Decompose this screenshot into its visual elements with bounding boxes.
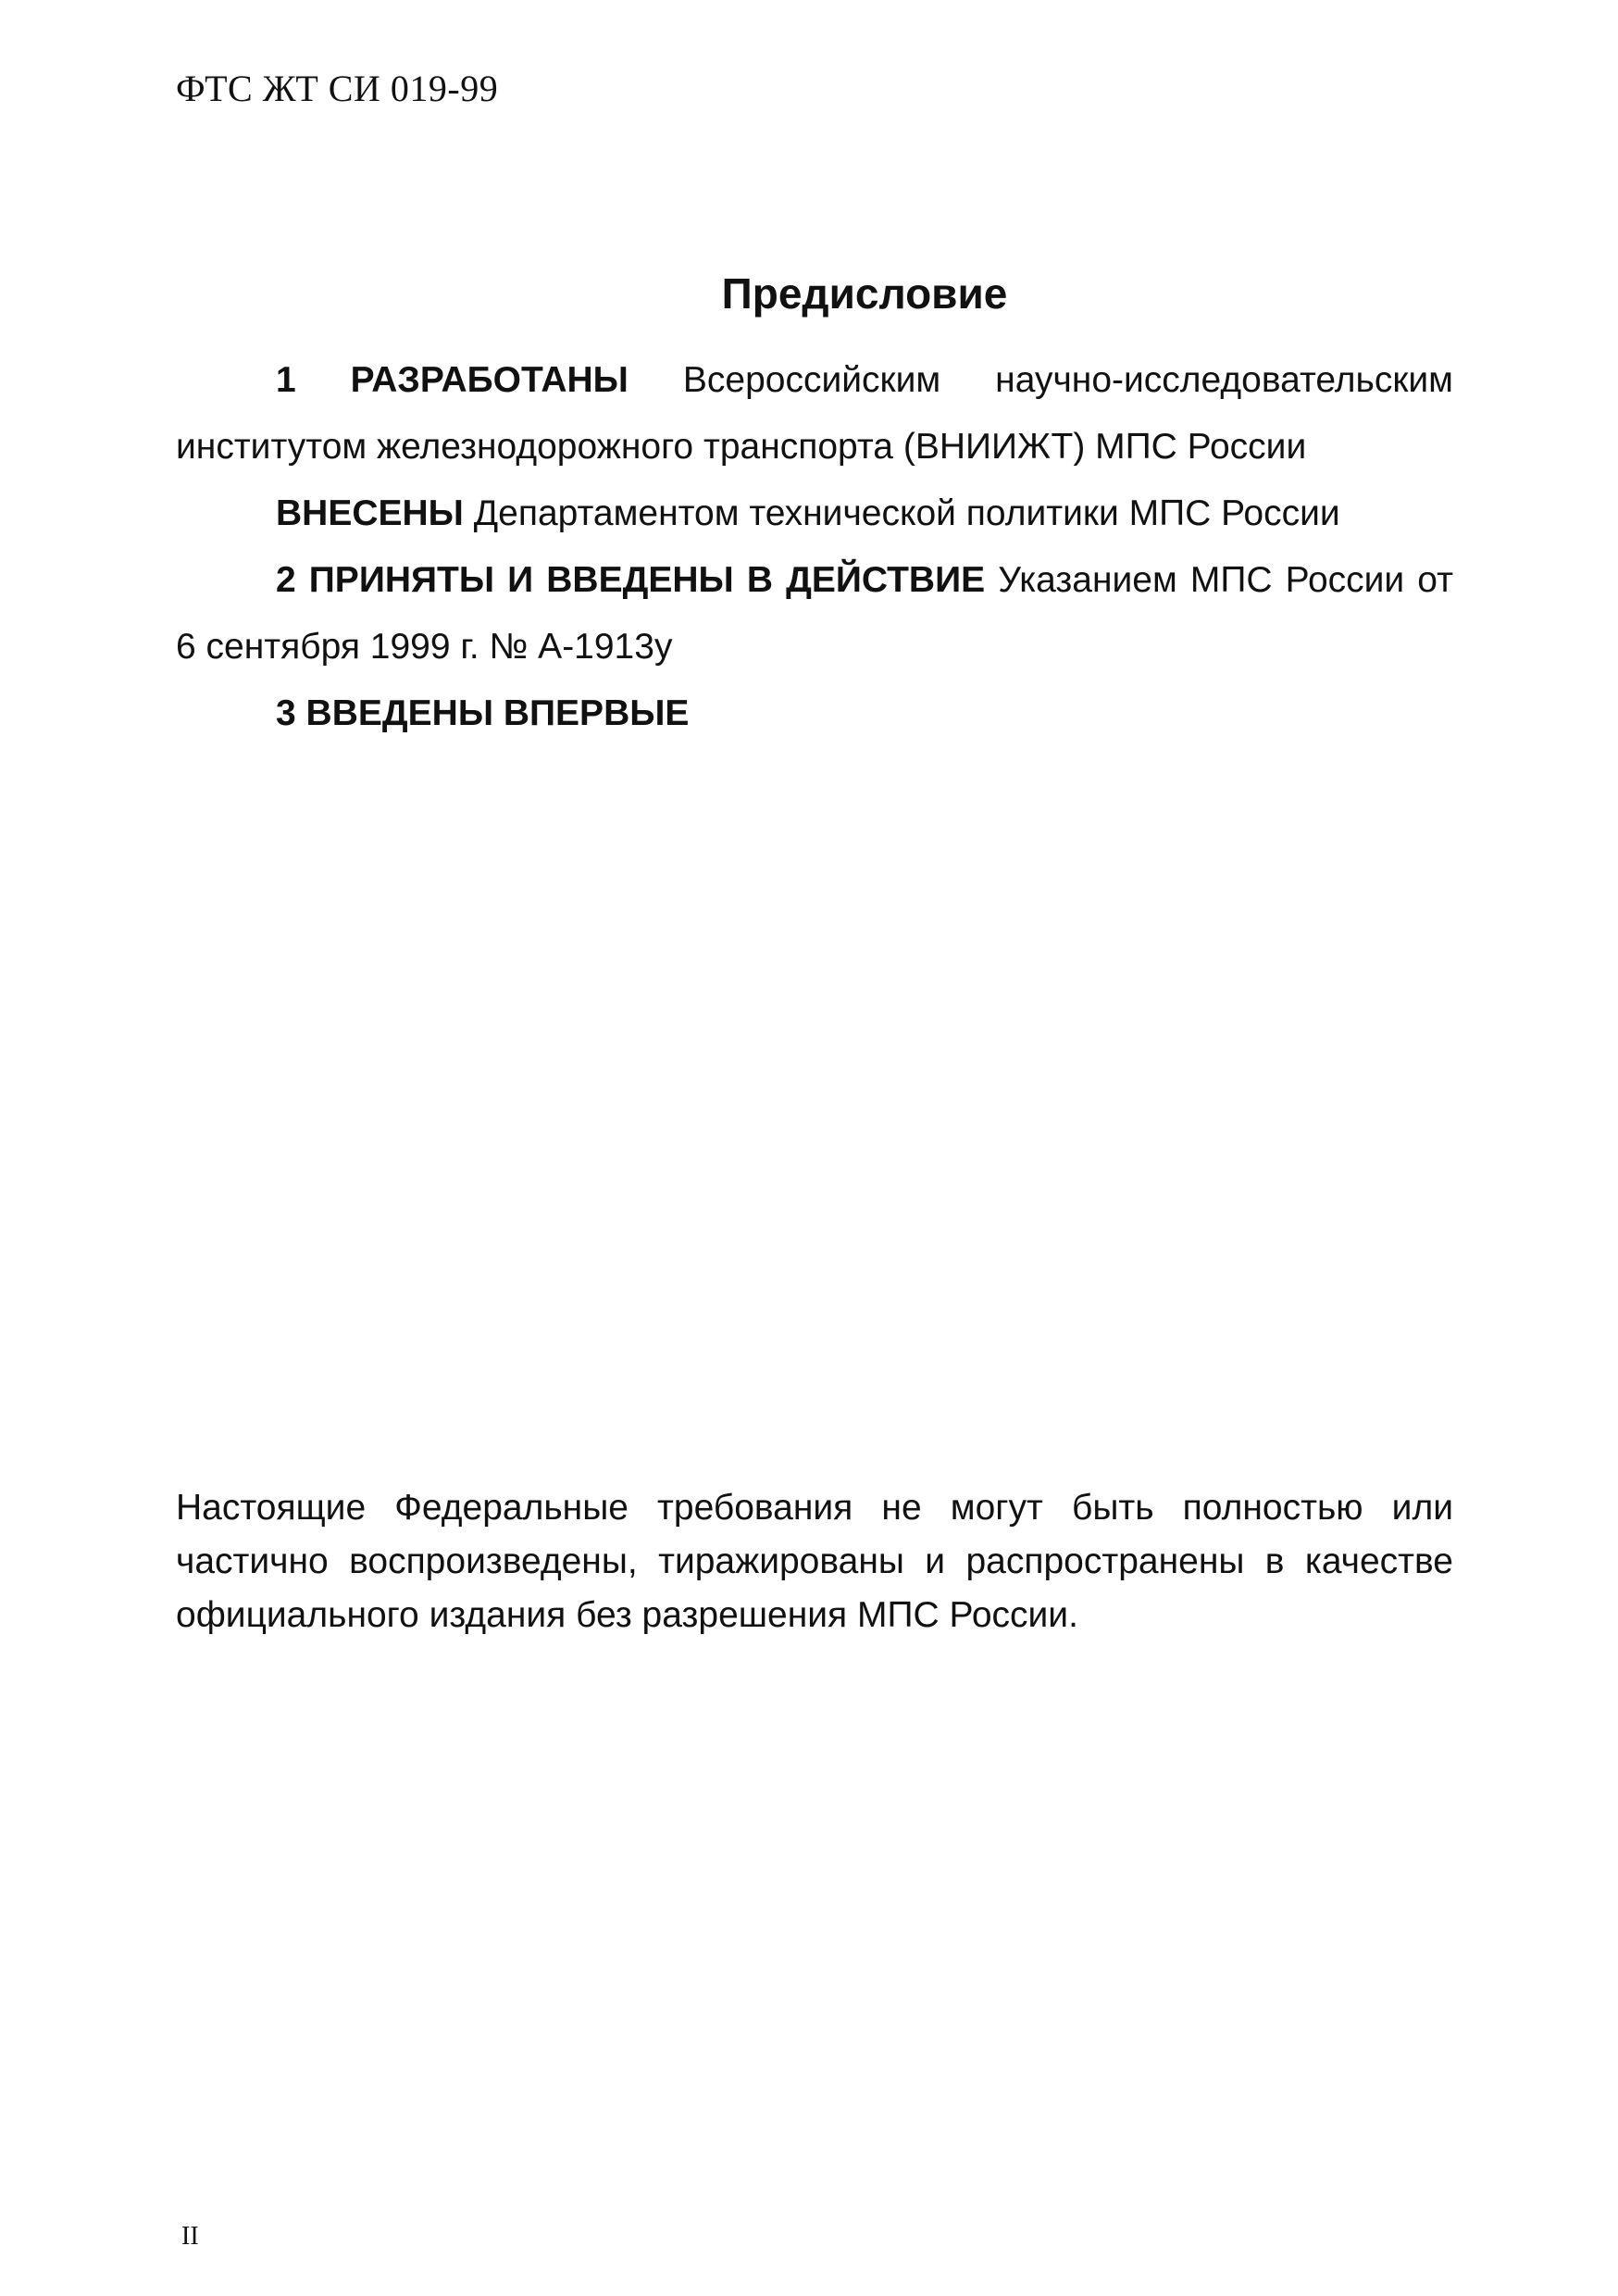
foreword-body <box>176 347 1453 747</box>
submitted-text: Департаментом технической политики МПС России <box>473 493 1340 533</box>
adopted-label: 2 ПРИНЯТЫ И ВВЕДЕНЫ В ДЕЙСТВИЕ <box>276 560 986 600</box>
developed-text: Всероссийским научно-исследовательским институтом железнодорожного транспорта (ВНИИЖТ) МПС России <box>176 360 1453 467</box>
document-code: ФТС ЖТ СИ 019-99 <box>176 68 499 109</box>
foreword-item-adopted <box>176 547 1453 680</box>
foreword-item-first-introduced <box>176 680 1453 747</box>
foreword-item-submitted <box>176 480 1453 547</box>
foreword-title: Предисловие <box>721 269 1008 318</box>
copyright-notice: Настоящие Федеральные требования не могут быть полностью или частично воспроизведены, тиражированы и распространены в качестве официального издания без разрешения МПС России. <box>176 1488 1453 1635</box>
page-number: II <box>181 2222 199 2251</box>
submitted-label: ВНЕСЕНЫ <box>276 493 464 533</box>
foreword-item-developed <box>176 347 1453 480</box>
adopted-text: Указанием МПС России от 6 сентября 1999 г. № А-1913у <box>176 560 1453 667</box>
first-introduced-label: 3 ВВЕДЕНЫ ВПЕРВЫЕ <box>276 693 690 733</box>
developed-label: 1 РАЗРАБОТАНЫ <box>276 360 629 400</box>
